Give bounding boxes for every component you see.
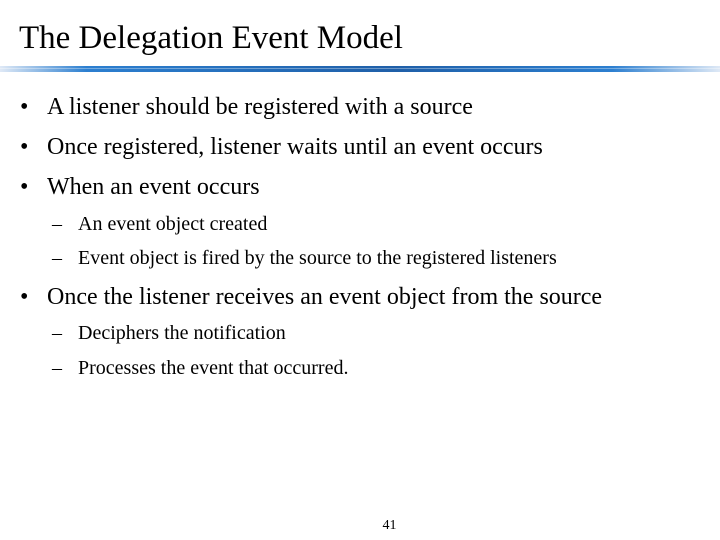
- bullet-text: Once the listener receives an event object from the source: [47, 284, 603, 310]
- sub-bullet-marker: –: [52, 247, 62, 269]
- bullet-marker: •: [20, 174, 29, 200]
- sub-bullet-text: An event object created: [78, 213, 268, 235]
- page-number: 41: [382, 518, 397, 533]
- bullet-marker: •: [20, 284, 29, 310]
- sub-bullet-marker: –: [52, 213, 62, 235]
- bullet-marker: •: [20, 134, 29, 160]
- sub-bullet-text: Event object is fired by the source to the registered listeners: [78, 247, 557, 269]
- sub-bullet-text: Deciphers the notification: [78, 322, 286, 344]
- bullet-text: A listener should be registered with a source: [47, 94, 473, 120]
- bullet-text: Once registered, listener waits until an event occurs: [47, 134, 543, 160]
- bullet-text: When an event occurs: [47, 174, 260, 200]
- bullet-marker: •: [20, 94, 29, 120]
- sub-bullet-marker: –: [52, 322, 62, 344]
- sub-bullet-text: Processes the event that occurred.: [78, 357, 349, 379]
- sub-bullet-marker: –: [52, 357, 62, 379]
- slide-title: The Delegation Event Model: [19, 20, 403, 56]
